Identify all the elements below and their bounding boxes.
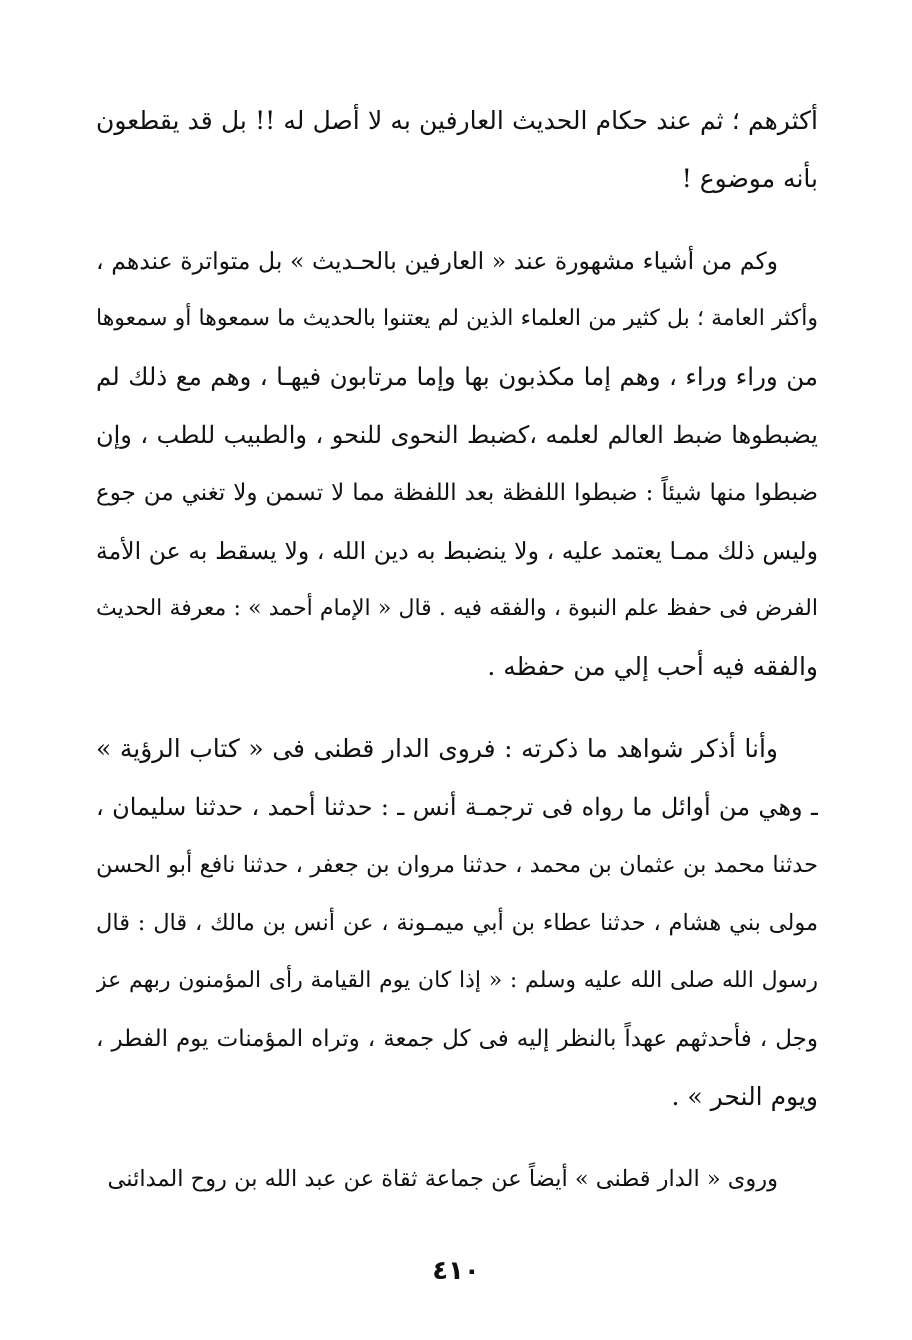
text-line: وجل ، فأحدثهم عهداً بالنظر إليه فى كل جمعة ، وتراه المؤمنات يوم الفطر ، — [96, 1026, 818, 1052]
text-line: بأنه موضوع ! — [681, 164, 818, 193]
text-line: ـ وهي من أوائل ما رواه فى ترجمـة أنس ـ : حدثنا أحمد ، حدثنا سليمان ، — [96, 793, 818, 821]
text-line: رسول الله صلى الله عليه وسلم : « إذا كان يوم القيامة رأى المؤمنون ربهم عز — [96, 968, 818, 993]
text-line: مولى بني هشام ، حدثنا عطاء بن أبي ميمـونة ، عن أنس بن مالك ، قال : قال — [96, 910, 818, 936]
paragraph — [96, 232, 818, 696]
page-body — [96, 92, 818, 1302]
text-line: ويوم النحر » . — [671, 1082, 818, 1111]
text-line: وأكثر العامة ؛ بل كثير من العلماء الذين لم يعتنوا بالحديث ما سمعوها أو سمعوها — [96, 306, 818, 331]
text-line: حدثنا محمد بن عثمان بن محمد ، حدثنا مروان بن جعفر ، حدثنا نافع أبو الحسن — [96, 852, 818, 878]
paragraph — [96, 92, 818, 208]
text-line: يضبطوها ضبط العالم لعلمه ،كضبط النحوى للنحو ، والطبيب للطب ، وإن — [96, 421, 818, 449]
text-line: وأنا أذكر شواهد ما ذكرته : فروى الدار قطنى فى « كتاب الرؤية » — [96, 734, 778, 763]
text-line: والفقه فيه أحب إلي من حفظه . — [487, 652, 818, 681]
text-line: وكم من أشياء مشهورة عند « العارفين بالحـديث » بل متواترة عندهم ، — [96, 247, 778, 275]
paragraph — [96, 720, 818, 1126]
paragraph — [96, 1150, 818, 1208]
text-line: ضبطوا منها شيئاً : ضبطوا اللفظة بعد اللفظة مما لا تسمن ولا تغني من جوع — [96, 480, 818, 506]
text-line: وروى « الدار قطنى » أيضاً عن جماعة ثقاة عن عبد الله بن روح المدائنى — [107, 1166, 778, 1192]
page-number: ٤١٠ — [432, 1256, 480, 1286]
text-line: الفرض فى حفظ علم النبوة ، والفقه فيه . قال « الإمام أحمد » : معرفة الحديث — [96, 596, 818, 621]
text-line: وليس ذلك ممـا يعتمد عليه ، ولا ينضبط به دين الله ، ولا يسقط به عن الأمة — [96, 537, 818, 565]
text-line: أكثرهم ؛ ثم عند حكام الحديث العارفين به لا أصل له !! بل قد يقطعون — [96, 106, 818, 135]
text-line: من وراء وراء ، وهم إما مكذبون بها وإما مرتابون فيهـا ، وهم مع ذلك لم — [96, 362, 818, 391]
